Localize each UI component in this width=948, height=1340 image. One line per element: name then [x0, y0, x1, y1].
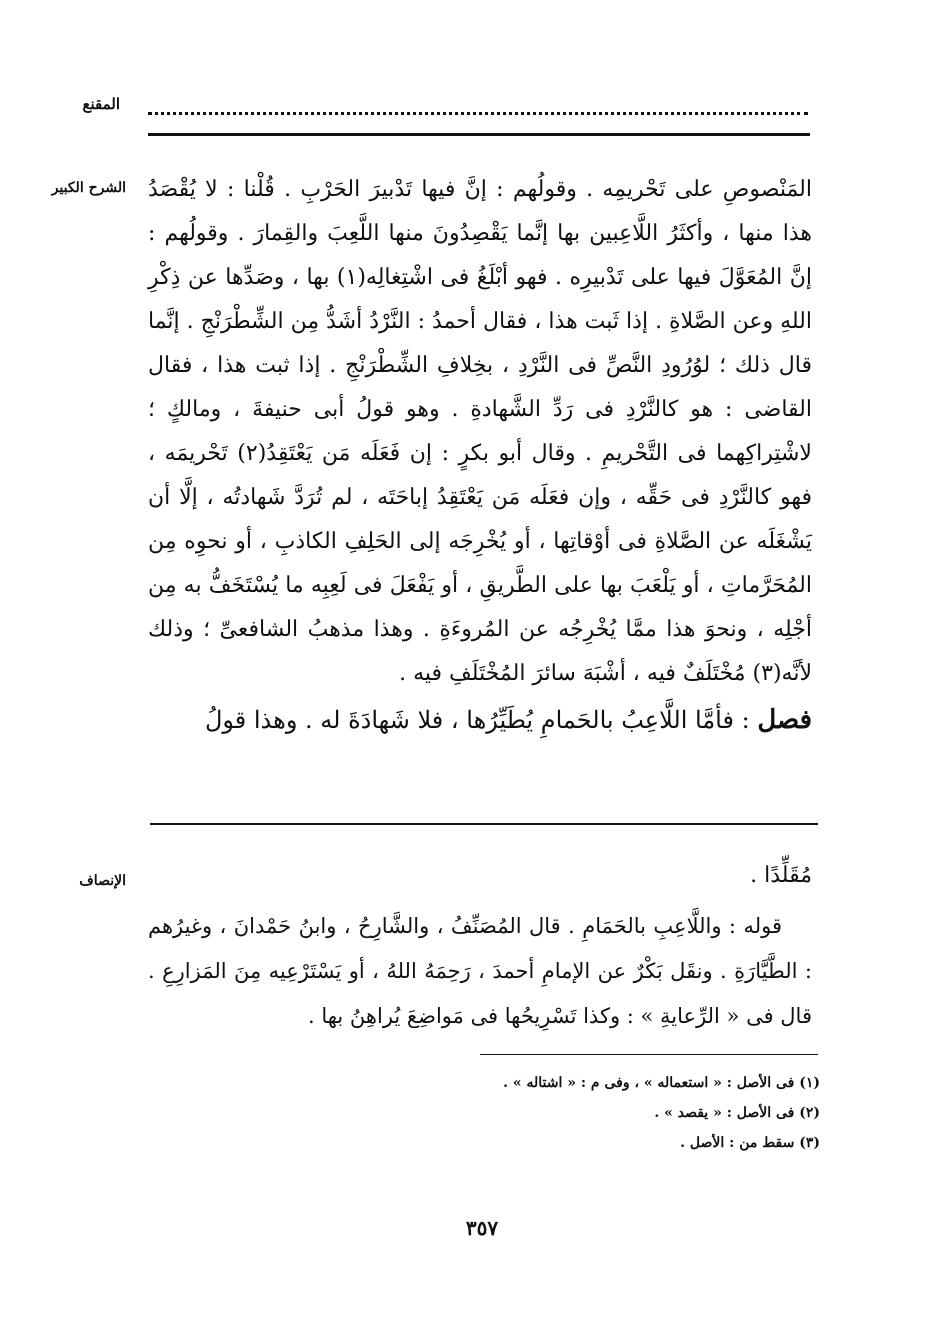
footnote-item: (١) فى الأصل : « استعماله » ، وفى م : « اشتاله » .	[503, 1075, 820, 1091]
insaf-paragraph: قوله : واللَّاعِبِ بالحَمَامِ . قال المُصَنِّفُ ، والشَّارِحُ ، وابنُ حَمْدانَ ، وغيرُهم : الطَّيَّارَةِ . ونقَل بَكْرٌ عن الإمامِ أحمدَ ، رَحِمَهُ اللهُ ، أو يَسْتَرْعِيه مِنَ المَزارِعِ . قال فى « الرِّعايةِ » : وكذا تَسْرِيحُها فى مَواضِعَ يُراهِنُ بها .	[148, 914, 812, 1028]
section-label-sharh: الشرح الكبير	[51, 180, 126, 196]
sharh-paragraph: المَنْصوصِ على تَحْريمِه . وقولُهم : إنَّ فيها تَدْبيرَ الحَرْبِ . قُلْنا : لا يُقْصَدُ هذا منها ، وأكثَرُ اللَّاعِبين بها إنَّما يَقْصِدُونَ منها اللَّعِبَ والقِمارَ . وقولُهم : إنَّ المُعَوَّلَ فيها على تَدْبيرِه . فهو أبْلَغُ فى اشْتِغالِه(١) بها ، وصَدِّها عن ذِكْرِ اللهِ وعن الصَّلاةِ . إذا ثَبت هذا ، فقال أحمدُ : النَّرْدُ أشَدُّ مِن الشِّطْرَنْجِ . إنَّما قال ذلك ؛ لوُرُودِ النَّصِّ فى النَّرْدِ ، بخِلافِ الشِّطْرَنْجِ . إذا ثبت هذا ، فقال القاضى : هو كالنَّرْدِ فى رَدِّ الشَّهادةِ . وهو قولُ أبى حنيفةَ ، ومالكٍ ؛ لاشْتِراكِهما فى التَّحْريمِ . وقال أبو بكرٍ : إن فَعَلَه مَن يَعْتَقِدُ(٢) تَحْريمَه ، فهو كالنَّرْدِ فى حَقِّه ، وإن فعَلَه مَن يَعْتَقِدُ إباحَتَه ، لم تُرَدَّ شَهادتُه ، إلَّا أن يَشْغَلَه عن الصَّلاةِ فى أوْقاتِها ، أو يُخْرِجَه إلى الحَلِفِ الكاذبِ ، أو نحوِه مِن المُحَرَّماتِ ، أو يَلْعَبَ بها على الطَّريقِ ، أو يَفْعَلَ فى لَعِبِه ما يُسْتَخَفُّ به مِن أجْلِه ، ونحوَ هذا ممَّا يُخْرِجُه عن المُروءَةِ . وهذا مذهبُ الشافعىِّ ؛ وذلك لأنَّه(٣) مُخْتَلَفٌ فيه ، أشْبَهَ سائرَ المُخْتَلَفِ فيه .	[148, 177, 812, 686]
header-dotted-line	[148, 112, 808, 115]
footnote-item: (٢) فى الأصل : « يقصد » .	[654, 1105, 820, 1121]
footnote-item: (٣) سقط من : الأصل .	[680, 1135, 820, 1151]
section-label-insaf: الإنصاف	[79, 873, 126, 889]
sharh-text-block	[148, 168, 812, 742]
fasl-text: : فأمَّا اللَّاعِبُ بالحَمامِ يُطَيِّرُها ، فلا شَهادَةَ له . وهذا قولُ	[204, 706, 750, 734]
insaf-text-block	[148, 904, 812, 1039]
section-divider	[150, 823, 818, 825]
footnotes	[380, 1068, 820, 1158]
page-number: ٣٥٧	[465, 1216, 499, 1240]
fasl-line	[148, 698, 812, 742]
insaf-continuation: مُقَلِّدًا .	[750, 863, 812, 888]
book-title: المقنع	[82, 95, 120, 113]
header-rule	[148, 133, 810, 136]
fasl-heading: فصل	[757, 705, 812, 735]
footnote-rule	[480, 1054, 818, 1055]
